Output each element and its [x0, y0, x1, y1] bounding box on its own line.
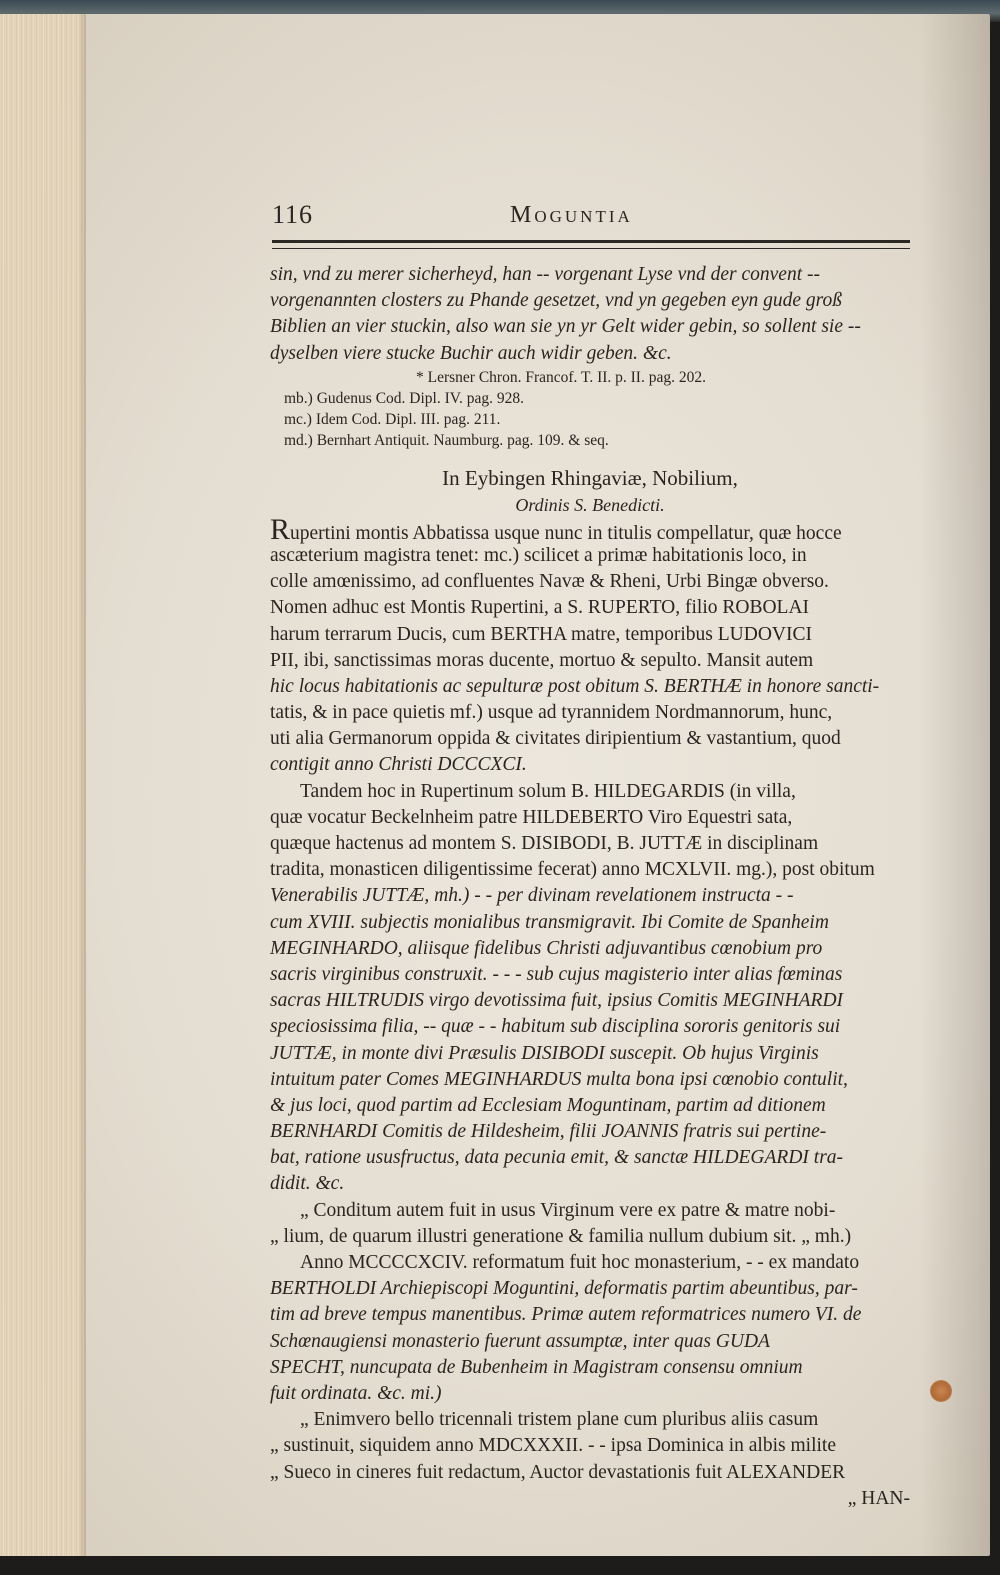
body-line: ascæterium magistra tenet: mc.) scilicet a primæ habitationis loco, in: [270, 544, 807, 566]
quote-line: Biblien an vier stuckin, also wan sie yn yr Gelt wider gebin, so sollent sie --: [270, 316, 861, 338]
section-subheading: Ordinis S. Benedicti.: [515, 494, 665, 515]
body-line: Venerabilis JUTTÆ, mh.) - - per divinam revelationem instructa - -: [270, 885, 794, 907]
body-line: MEGINHARDO, aliisque fidelibus Christi adjuvantibus cœnobium pro: [270, 937, 823, 959]
body-line: harum terrarum Ducis, cum BERTHA matre, temporibus LUDOVICI: [270, 623, 813, 645]
header-rule: [272, 240, 910, 249]
body-line: „ Sueco in cineres fuit redactum, Auctor devastationis fuit ALEXANDER: [270, 1461, 846, 1483]
body-line: sacras HILTRUDIS virgo devotissima fuit, ipsius Comitis MEGINHARDI: [270, 990, 844, 1012]
page-text: [270, 262, 910, 1512]
body-line: tim ad breve tempus manentibus. Primæ autem reformatrices numero VI. de: [270, 1304, 862, 1326]
body-line: intuitum pater Comes MEGINHARDUS multa bona ipsi cœnobio contulit,: [270, 1068, 848, 1090]
page-stack-edge: [0, 14, 86, 1556]
body-line: „ sustinuit, siquidem anno MDCXXXII. - - ipsa Dominica in albis milite: [270, 1435, 836, 1457]
body-line: „ Enimvero bello tricennali tristem plane cum pluribus aliis casum: [300, 1409, 819, 1431]
body-text: [270, 512, 910, 1512]
section-heading: In Eybingen Rhingaviæ, Nobilium,: [442, 465, 738, 490]
quote-block: [270, 262, 910, 367]
footnote: md.) Bernhart Antiquit. Naumburg. pag. 109. & seq.: [284, 431, 609, 449]
body-line: hic locus habitationis ac sepulturæ post obitum S. BERTHÆ in honore sancti-: [270, 675, 880, 697]
body-line: BERNHARDI Comitis de Hildesheim, filii JOANNIS fratris sui pertine-: [270, 1121, 827, 1143]
footnote: mb.) Gudenus Cod. Dipl. IV. pag. 928.: [284, 389, 524, 407]
page-stain: [930, 1380, 952, 1402]
body-line: Tandem hoc in Rupertinum solum B. HILDEGARDIS (in villa,: [300, 780, 796, 802]
body-line: BERTHOLDI Archiepiscopi Moguntini, deformatis partim abeuntibus, par-: [270, 1278, 858, 1300]
quote-line: vorgenannten closters zu Phande gesetzet, vnd yn gegeben eyn gude groß: [270, 290, 843, 312]
footnotes: [270, 367, 910, 451]
body-line: bat, ratione ususfructus, data pecunia emit, & sanctæ HILDEGARDI tra-: [270, 1147, 844, 1169]
body-line: „ lium, de quarum illustri generatione & familia nullum dubium sit. „ mh.): [270, 1225, 852, 1247]
body-line: Schœnaugiensi monasterio fuerunt assumptæ, inter quas GUDA: [270, 1330, 770, 1352]
body-line: contigit anno Christi DCCCXCI.: [270, 754, 527, 776]
page-number: 116: [272, 200, 314, 229]
footnote: * Lersner Chron. Francof. T. II. p. II. pag. 202.: [416, 368, 706, 386]
body-line: JUTTÆ, in monte divi Præsulis DISIBODI suscepit. Ob hujus Virginis: [270, 1042, 819, 1064]
body-line: fuit ordinata. &c. mi.): [270, 1382, 442, 1404]
body-line: cum XVIII. subjectis monialibus transmigravit. Ibi Comite de Spanheim: [270, 911, 829, 933]
running-title: Moguntia: [510, 202, 633, 228]
body-line: SPECHT, nuncupata de Bubenheim in Magistram consensu omnium: [270, 1356, 803, 1378]
body-line: tradita, monasticen diligentissime fecerat) anno MCXLVII. mg.), post obitum: [270, 859, 875, 881]
body-line: sacris virginibus construxit. - - - sub cujus magisterio inter alias fœminas: [270, 963, 843, 985]
footnote: mc.) Idem Cod. Dipl. III. pag. 211.: [284, 410, 501, 428]
body-line: tatis, & in pace quietis mf.) usque ad tyrannidem Nordmannorum, hunc,: [270, 702, 833, 724]
body-line: Anno MCCCCXCIV. reformatum fuit hoc monasterium, - - ex mandato: [300, 1252, 860, 1273]
body-line: „ Conditum autem fuit in usus Virginum vere ex patre & matre nobi-: [300, 1199, 836, 1221]
quote-line: dyselben viere stucke Buchir auch widir geben. &c.: [270, 342, 672, 364]
catchword: „ HAN-: [847, 1487, 910, 1509]
body-line: uti alia Germanorum oppida & civitates diripientium & vastantium, quod: [270, 728, 841, 750]
body-line: speciosissima filia, -- quæ - - habitum sub disciplina sororis genitoris sui: [270, 1016, 841, 1038]
body-line: quæque hactenus ad montem S. DISIBODI, B. JUTTÆ in disciplinam: [270, 833, 819, 854]
body-line: Rupertini montis Abbatissa usque nunc in titulis compellatur, quæ hocce: [270, 512, 842, 546]
body-line: colle amœnissimo, ad confluentes Navæ & Rheni, Urbi Bingæ obverso.: [270, 571, 829, 593]
quote-line: sin, vnd zu merer sicherheyd, han -- vorgenant Lyse vnd der convent --: [270, 264, 820, 285]
body-line: & jus loci, quod partim ad Ecclesiam Moguntinam, partim ad ditionem: [270, 1094, 826, 1116]
body-line: quæ vocatur Beckelnheim patre HILDEBERTO Viro Equestri sata,: [270, 806, 793, 828]
body-line: Nomen adhuc est Montis Rupertini, a S. RUPERTO, filio ROBOLAI: [270, 597, 810, 619]
body-line: didit. &c.: [270, 1173, 345, 1195]
spine-shadow: [920, 14, 990, 1556]
body-line: PII, ibi, sanctissimas moras ducente, mortuo & sepulto. Mansit autem: [270, 649, 814, 671]
page-header: [272, 200, 912, 240]
